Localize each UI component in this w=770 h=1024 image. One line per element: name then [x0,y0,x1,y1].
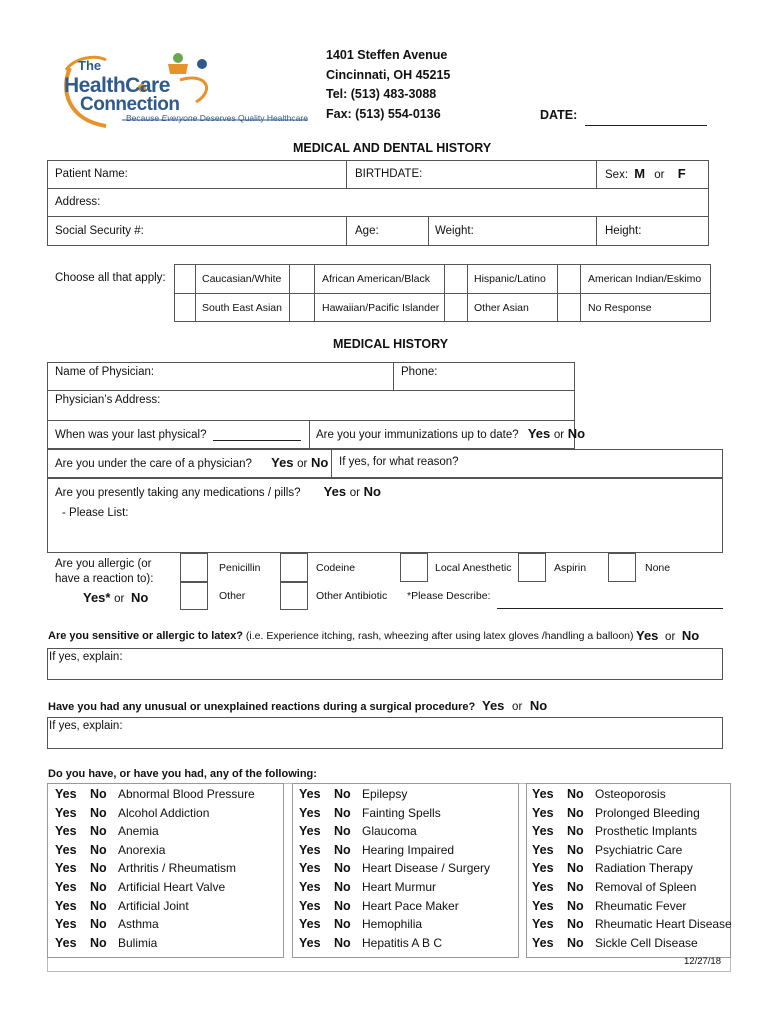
condition-row [532,878,732,897]
or-text: or [512,701,523,713]
condition-yes[interactable]: Yes [55,824,77,839]
condition-no[interactable]: No [90,917,107,932]
conditions-column-2 [299,785,490,952]
condition-no[interactable]: No [567,805,584,820]
ethnicity-prompt: Choose all that apply: [55,272,166,284]
latex-question [48,630,634,642]
or-text: or [349,487,360,499]
surgical-no[interactable]: No [529,698,548,713]
condition-row [532,915,732,934]
ssn-label[interactable]: Social Security #: [55,225,144,237]
condition-yes[interactable]: Yes [55,898,77,913]
condition-yes[interactable]: Yes [55,935,77,950]
medical-history-title: MEDICAL HISTORY [333,337,449,351]
condition-label: Radiation Therapy [595,861,693,876]
condition-yes[interactable]: Yes [299,935,321,950]
physician-address-label[interactable]: Physician’s Address: [55,394,161,406]
immunizations-no[interactable]: No [567,426,586,441]
medications-no[interactable]: No [363,484,381,499]
allergy-option[interactable]: None [645,562,671,574]
allergy-checkbox[interactable] [280,553,308,582]
sex-label: Sex: [605,169,629,181]
under-care-field [55,455,328,470]
condition-label: Artificial Joint [118,898,189,913]
condition-row [55,785,255,804]
conditions-column-3 [532,785,732,952]
weight-label[interactable]: Weight: [435,225,474,237]
condition-no[interactable]: No [334,898,351,913]
birthdate-label[interactable]: BIRTHDATE: [355,168,423,180]
condition-label: Prosthetic Implants [595,824,698,839]
age-label[interactable]: Age: [355,225,379,237]
patient-col-divider [596,160,597,188]
condition-label: Osteoporosis [595,787,666,801]
condition-label: Removal of Spleen [595,879,697,894]
height-label[interactable]: Height: [605,225,642,237]
condition-yes[interactable]: Yes [55,879,77,894]
condition-label: Heart Murmur [362,879,437,894]
conditions-list [532,785,732,952]
condition-no[interactable]: No [334,861,351,876]
condition-no[interactable]: No [90,861,107,876]
allergy-option[interactable]: Other [219,590,246,602]
latex-no[interactable]: No [681,628,700,643]
condition-label: Glaucoma [362,824,417,839]
describe-line[interactable] [497,608,723,609]
latex-explain-box[interactable] [47,648,723,680]
col-divider [309,420,310,449]
condition-row [299,822,490,841]
condition-no[interactable]: No [334,917,351,932]
describe-label: *Please Describe: [407,590,491,602]
patient-col-divider [428,216,429,246]
condition-label: Hearing Impaired [362,842,455,857]
patient-col-divider [346,160,347,188]
condition-no[interactable]: No [90,898,107,913]
condition-yes[interactable]: Yes [55,842,77,857]
condition-no[interactable]: No [90,879,107,894]
condition-yes[interactable]: Yes [532,879,554,894]
condition-label: Rheumatic Heart Disease [595,917,732,932]
condition-label: Arthritis / Rheumatism [118,861,237,876]
ethnicity-row-divider [174,293,711,294]
condition-row [532,785,732,804]
condition-yes[interactable]: Yes [55,787,77,801]
address-tel: Tel: (513) 483-3088 [326,87,437,101]
condition-no[interactable]: No [90,935,107,950]
last-physical-label: When was your last physical? [55,429,207,441]
condition-no[interactable]: No [334,842,351,857]
address-street: 1401 Steffen Avenue [326,48,448,62]
condition-row [55,859,255,878]
condition-label: Anemia [118,824,159,839]
allergy-checkbox[interactable] [518,553,546,582]
last-physical-line[interactable] [213,428,301,441]
condition-yes[interactable]: Yes [299,917,321,932]
physician-phone-label[interactable]: Phone: [401,366,438,378]
patient-col-divider [346,216,347,246]
condition-label: Asthma [118,917,159,932]
condition-no[interactable]: No [567,898,584,913]
ethnicity-option[interactable]: Caucasian/White [202,273,282,285]
col-divider [393,362,394,390]
tagline-prefix: Because [126,113,162,123]
logo [56,50,312,130]
under-care-no[interactable]: No [311,455,329,470]
condition-label: Bulimia [118,935,158,950]
ethnicity-checkbox[interactable] [290,265,314,293]
condition-row [532,859,732,878]
condition-yes[interactable]: Yes [299,805,321,820]
ethnicity-col-divider [467,264,468,322]
allergy-question [55,557,153,587]
address-city: Cincinnati, OH 45215 [326,67,451,82]
or-text: or [553,429,565,441]
condition-yes[interactable]: Yes [55,805,77,820]
condition-yes[interactable]: Yes [532,787,554,801]
allergy-checkbox[interactable] [180,582,208,610]
sex-or: or [654,169,665,181]
condition-label: Artificial Heart Valve [118,879,226,894]
condition-yes[interactable]: Yes [55,861,77,876]
condition-no[interactable]: No [567,935,584,950]
condition-no[interactable]: No [90,787,107,801]
condition-row [532,934,732,953]
allergy-yes[interactable]: Yes* [83,590,111,605]
condition-no[interactable]: No [334,935,351,950]
ethnicity-col-divider [195,264,196,322]
condition-row [299,841,490,860]
condition-row [55,878,255,897]
ethnicity-option[interactable]: Hawaiian/Pacific Islander [322,302,440,314]
condition-label: Hepatitis A B C [362,935,443,950]
conditions-list [299,785,490,952]
address-fax: Fax: (513) 554-0136 [326,106,441,121]
condition-label: Heart Disease / Surgery [362,861,491,876]
ethnicity-col-divider [314,264,315,322]
condition-no[interactable]: No [90,842,107,857]
latex-question-rest: (i.e. Experience itching, rash, wheezing after using latex gloves /handling a balloon) [243,630,634,642]
allergy-question-line1: Are you allergic (or [55,558,152,570]
condition-yes[interactable]: Yes [299,824,321,839]
condition-yes[interactable]: Yes [55,917,77,932]
condition-no[interactable]: No [567,879,584,894]
or-text: or [114,593,125,605]
if-yes-reason-label[interactable]: If yes, for what reason? [339,456,459,468]
date-line[interactable] [585,113,707,126]
condition-row [299,859,490,878]
condition-yes[interactable]: Yes [299,861,321,876]
or-text: or [297,458,308,470]
condition-label: Rheumatic Fever [595,898,687,913]
immunizations-field [316,426,585,441]
condition-yes[interactable]: Yes [299,787,321,801]
condition-no[interactable]: No [334,805,351,820]
allergy-option[interactable]: Aspirin [554,562,587,574]
ethnicity-option[interactable]: Hispanic/Latino [474,273,546,285]
condition-row [532,804,732,823]
condition-row [532,841,732,860]
latex-yes-no [636,628,699,643]
latex-explain-label: If yes, explain: [49,651,123,663]
condition-no[interactable]: No [567,787,584,801]
logo-the: The [78,58,102,73]
allergy-checkbox[interactable] [280,582,308,610]
medications-yes[interactable]: Yes [323,484,347,499]
allergy-checkbox[interactable] [400,553,428,582]
condition-yes[interactable]: Yes [532,898,554,913]
ethnicity-option[interactable]: African American/Black [322,273,430,285]
col-divider [331,449,332,478]
ethnicity-option[interactable]: Other Asian [474,302,529,314]
condition-label: Sickle Cell Disease [595,935,698,950]
ethnicity-option[interactable]: No Response [588,302,652,314]
clinic-address [326,46,450,124]
last-physical-field[interactable] [55,428,301,441]
condition-label: Psychiatric Care [595,842,683,857]
allergy-question-line2: have a reaction to): [55,573,154,585]
patient-col-divider [596,216,597,246]
immunizations-label: Are you your immunizations up to date? [316,429,519,441]
please-list-label[interactable]: - Please List: [62,507,129,519]
under-care-label: Are you under the care of a physician? [55,458,252,470]
condition-row [55,915,255,934]
condition-yes[interactable]: Yes [532,917,554,932]
ethnicity-checkbox[interactable] [175,265,195,293]
condition-row [55,841,255,860]
patient-row-divider-2 [47,216,709,217]
medications-field [55,484,381,499]
surgical-question: Have you had any unusual or unexplained reactions during a surgical procedure? [48,701,476,713]
allergy-yes-no [83,590,148,605]
allergy-option[interactable]: Penicillin [219,562,261,574]
condition-yes[interactable]: Yes [299,842,321,857]
patient-row-divider-1 [47,188,709,189]
immunizations-yes[interactable]: Yes [527,426,551,441]
conditions-question: Do you have, or have you had, any of the following: [48,768,317,780]
condition-no[interactable]: No [567,842,584,857]
or-text: or [665,631,676,643]
condition-yes[interactable]: Yes [532,805,554,820]
ethnicity-checkbox[interactable] [445,265,467,293]
ethnicity-option[interactable]: American Indian/Eskimo [588,273,702,285]
condition-row [532,897,732,916]
allergy-checkbox[interactable] [180,553,208,582]
conditions-list [55,785,255,952]
condition-row [299,897,490,916]
condition-row [55,822,255,841]
condition-label: Anorexia [118,842,166,857]
sex-field[interactable] [605,166,686,181]
condition-row [299,934,490,953]
ethnicity-col-divider [580,264,581,322]
condition-yes[interactable]: Yes [299,898,321,913]
condition-label: Fainting Spells [362,805,441,820]
row-divider [47,420,575,421]
conditions-column-1 [55,785,255,952]
condition-no[interactable]: No [567,824,584,839]
condition-yes[interactable]: Yes [299,879,321,894]
allergy-option[interactable]: Local Anesthetic [435,562,512,574]
ethnicity-option[interactable]: South East Asian [202,302,282,314]
date-label: DATE: [540,108,578,122]
date-field[interactable] [540,106,707,126]
page-title: MEDICAL AND DENTAL HISTORY [293,141,492,155]
address-label[interactable]: Address: [55,196,101,208]
under-care-yes[interactable]: Yes [271,455,294,470]
surgical-yes[interactable]: Yes [482,698,505,713]
condition-label: Hemophilia [362,917,423,932]
condition-row [55,934,255,953]
logo-tagline [126,113,308,123]
surgical-yes-no [482,698,547,713]
condition-label: Alcohol Addiction [118,805,210,820]
condition-label: Abnormal Blood Pressure [118,787,255,801]
ethnicity-checkbox[interactable] [558,265,580,293]
logo-healthcare: HealthCare [64,74,170,97]
physician-name-label[interactable]: Name of Physician: [55,366,155,378]
condition-row [532,822,732,841]
logo-connection: Connection [80,94,180,115]
condition-no[interactable]: No [334,787,351,801]
tagline-suffix: Deserves Quality Healthcare [197,113,308,123]
condition-row [299,804,490,823]
surgical-explain-label: If yes, explain: [49,720,123,732]
row-divider [47,390,575,391]
allergy-no[interactable]: No [130,590,149,605]
allergy-option[interactable]: Other Antibiotic [316,590,388,602]
sex-m-option[interactable]: M [634,166,646,181]
tagline-em: Everyone [161,113,198,123]
condition-yes[interactable]: Yes [532,861,554,876]
condition-yes[interactable]: Yes [532,842,554,857]
condition-label: Epilepsy [362,787,408,801]
condition-yes[interactable]: Yes [532,824,554,839]
allergy-checkbox[interactable] [608,553,636,582]
condition-label: Heart Pace Maker [362,898,459,913]
sex-f-option[interactable]: F [677,166,686,181]
condition-row [299,878,490,897]
condition-row [299,785,490,804]
footer-date: 12/27/18 [684,956,721,967]
condition-no[interactable]: No [334,879,351,894]
condition-no[interactable]: No [90,824,107,839]
condition-label: Prolonged Bleeding [595,805,700,820]
condition-no[interactable]: No [567,861,584,876]
condition-no[interactable]: No [90,805,107,820]
condition-row [299,915,490,934]
latex-yes[interactable]: Yes [636,628,659,643]
latex-question-bold: Are you sensitive or allergic to latex? [48,630,244,642]
condition-row [55,804,255,823]
allergy-option[interactable]: Codeine [316,562,356,574]
condition-no[interactable]: No [567,917,584,932]
patient-name-label[interactable]: Patient Name: [55,168,128,180]
condition-no[interactable]: No [334,824,351,839]
surgical-explain-box[interactable] [47,717,723,749]
medications-label: Are you presently taking any medications / pills? [55,487,301,499]
condition-yes[interactable]: Yes [532,935,554,950]
condition-row [55,897,255,916]
